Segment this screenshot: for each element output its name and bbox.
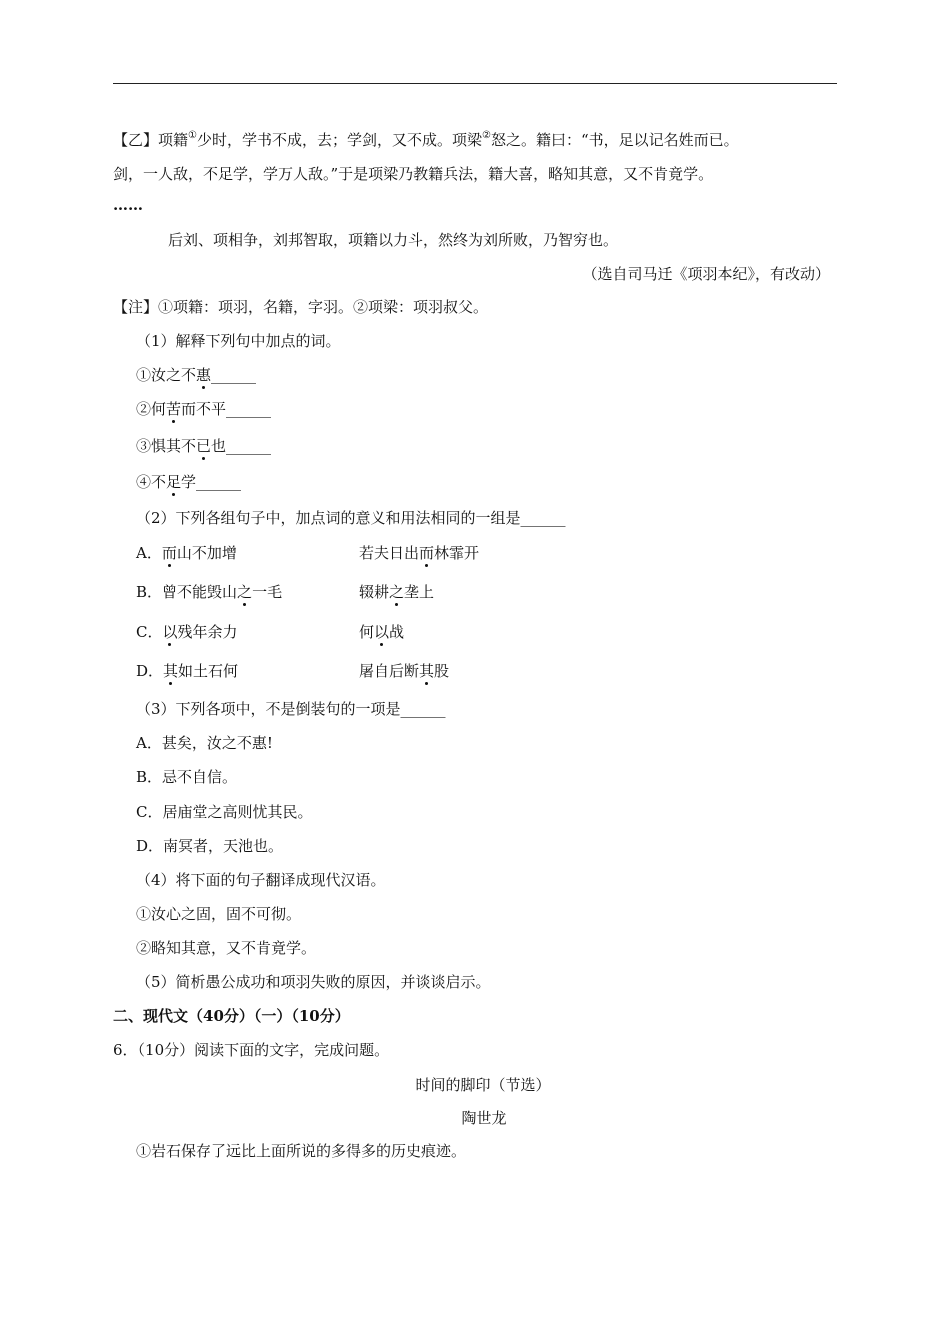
- dotted-word: 而: [161, 544, 177, 562]
- q1-item-1: ①汝之不惠______: [136, 366, 257, 384]
- q5-stem: （5）简析愚公成功和项羽失败的原因，并谈谈启示。: [136, 973, 491, 991]
- q3-option-c: C．居庙堂之高则忧其民。: [136, 803, 313, 821]
- passage-line-3: 后刘、项相争，刘邦智取，项籍以力斗，然终为刘所败，乃智穷也。: [168, 231, 619, 249]
- dotted-word: 其: [419, 662, 435, 680]
- passage-line-1: 【乙】项籍①少时，学书不成，去；学剑，又不成。项梁②怒之。籍曰：“书，足以记名姓而已。: [113, 130, 739, 149]
- q4-item-1: ①汝心之固，固不可彻。: [136, 905, 302, 923]
- passage-source: （选自司马迁《项羽本纪》，有改动）: [582, 265, 830, 283]
- q1-item-2: ②何苦而不平______: [136, 400, 272, 418]
- dotted-word: 以: [162, 623, 178, 641]
- q3-option-b: B．忌不自信。: [136, 768, 238, 786]
- article-title: 时间的脚印（节选）: [415, 1076, 551, 1094]
- passage-ellipsis: ……: [113, 196, 143, 214]
- article-paragraph-1: ①岩石保存了远比上面所说的多得多的历史痕迹。: [136, 1142, 467, 1160]
- q3-option-d: D．南冥者，天池也。: [136, 837, 284, 855]
- q2-option-c-left: C．以残年余力: [136, 623, 238, 641]
- q3-option-a: A．甚矣，汝之不惠!: [136, 734, 273, 752]
- dotted-word: 而: [419, 544, 435, 562]
- q4-item-2: ②略知其意，又不肯竟学。: [136, 939, 317, 957]
- header-rule: [113, 83, 837, 84]
- q2-option-d-left: D．其如土石何: [136, 662, 239, 680]
- q4-stem: （4）将下面的句子翻译成现代汉语。: [136, 871, 386, 889]
- dotted-word: 惠: [196, 366, 212, 384]
- footnote-marker-1: ①: [188, 130, 197, 141]
- article-author: 陶世龙: [461, 1109, 507, 1127]
- dotted-word: 之: [389, 583, 405, 601]
- q6-stem: 6．（10分）阅读下面的文字，完成问题。: [113, 1041, 390, 1059]
- dotted-word: 以: [374, 623, 390, 641]
- footnote-marker-2: ②: [482, 130, 491, 141]
- q1-item-4: ④不足学______: [136, 473, 242, 491]
- q1-stem: （1）解释下列句中加点的词。: [136, 332, 341, 350]
- passage-note: 【注】①项籍：项羽，名籍，字羽。②项梁：项羽叔父。: [113, 298, 489, 316]
- q2-option-a-right: 若夫日出而林霏开: [359, 544, 480, 562]
- q3-stem: （3）下列各项中，不是倒装句的一项是______: [136, 700, 446, 718]
- q2-stem: （2）下列各组句子中，加点词的意义和用法相同的一组是______: [136, 509, 566, 527]
- q2-option-b-right: 辍耕之垄上: [359, 583, 435, 601]
- q2-option-d-right: 屠自后断其股: [359, 662, 450, 680]
- q2-option-b-left: B．曾不能毁山之一毛: [136, 583, 283, 601]
- q2-option-c-right: 何以战: [359, 623, 405, 641]
- section-heading: 二、现代文（40分）（一）（10分）: [113, 1007, 350, 1025]
- dotted-word: 已: [196, 437, 212, 455]
- dotted-word: 足: [166, 473, 182, 491]
- dotted-word: 之: [237, 583, 253, 601]
- dotted-word: 苦: [166, 400, 182, 418]
- dotted-word: 其: [163, 662, 179, 680]
- q1-item-3: ③惧其不已也______: [136, 437, 272, 455]
- passage-line-2: 剑，一人敌，不足学，学万人敌。”于是项梁乃教籍兵法，籍大喜，略知其意，又不肯竟学。: [113, 165, 714, 183]
- q2-option-a-left: A．而山不加增: [136, 544, 237, 562]
